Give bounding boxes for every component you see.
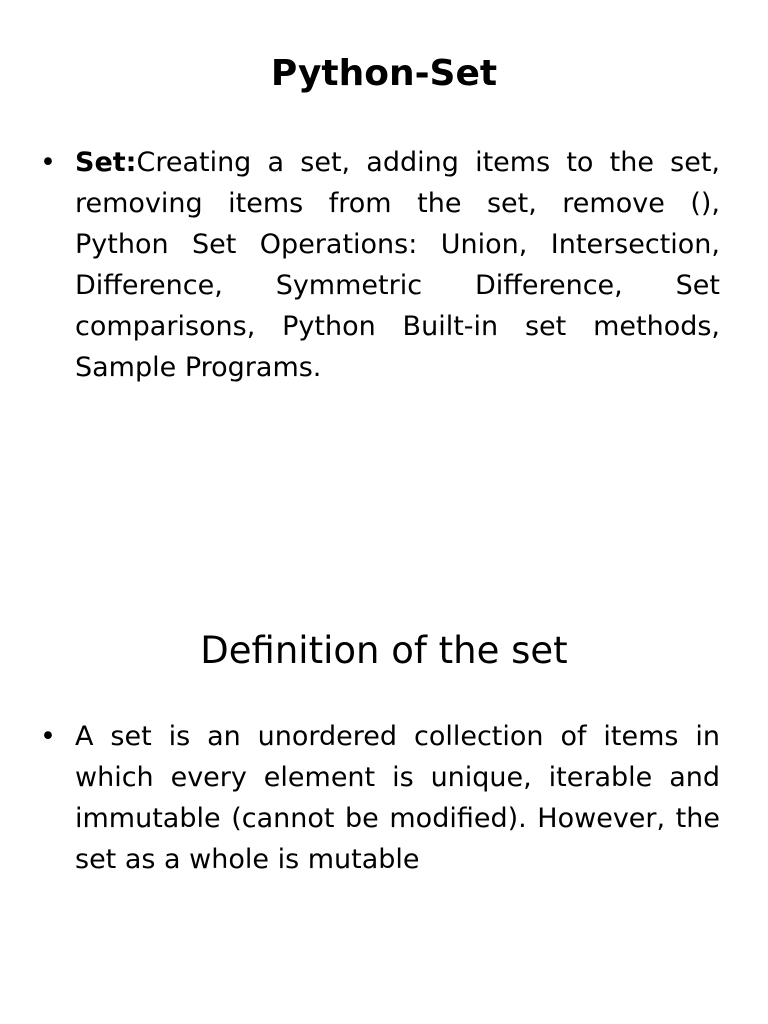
bullet-list — [40, 716, 720, 880]
bullet-text: A set is an unordered collection of items in which every element is unique, iterable and immutable (cannot be modified). However, the set as a whole is mutable — [75, 721, 720, 875]
bullet-list — [40, 142, 720, 388]
bullet-lead-term: Set: — [75, 147, 137, 178]
bullet-item — [40, 142, 720, 388]
slide-title: Definition of the set — [200, 629, 568, 672]
bullet-text: Creating a set, adding items to the set, removing items from the set, remove (), Python Set Operations: Union, Intersection, Difference, Symmetric Difference, Set comparisons, Python Built-in set methods, Sample Programs. — [75, 147, 720, 383]
bullet-dot-icon: • — [40, 721, 56, 752]
bullet-item — [40, 716, 720, 880]
slide-definition — [0, 512, 768, 1024]
slide-title: Python-Set — [270, 53, 498, 94]
bullet-dot-icon: • — [40, 147, 56, 178]
